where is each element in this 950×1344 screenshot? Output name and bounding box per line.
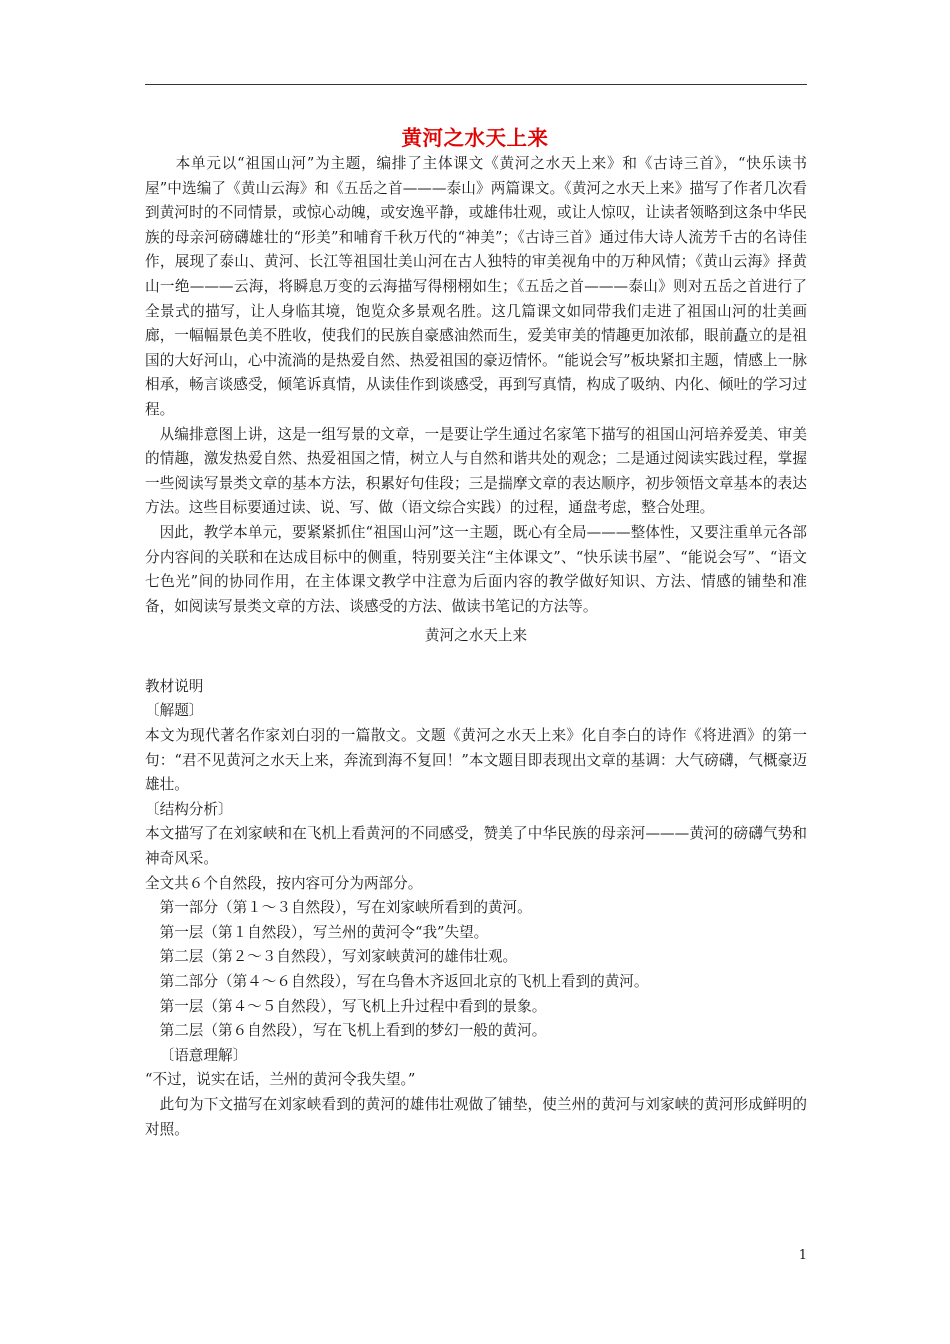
page-number: 1 (798, 1248, 807, 1263)
page-title: 黄河之水天上来 (401, 126, 549, 150)
outline-item: 第二层（第２～３自然段），写刘家峡黄河的雄伟壮观。 (159, 948, 518, 966)
jieti-text: 本文为现代著名作家刘白羽的一篇散文。文题《黄河之水天上来》化自李白的诗作《将进酒》的第一句：“君不见黄河之水天上来，奔流到海不复回！”本文题目即表现出文章的基调：大气磅礴，气概豪迈雄壮。 (145, 727, 807, 794)
intro-paragraph-3: 因此，教学本单元，要紧紧抓住“祖国山河”这一主题，既心有全局———整体性，又要注重单元各部分内容间的关联和在达成目标中的侧重，特别要关注“主体课文”、“快乐读书屋”、“能说会写”、“语文七色光”间的协同作用，在主体课文教学中注意为后面内容的教学做好知识、方法、情感的铺垫和准备，如阅读写景类文章的方法、谈感受的方法、做读书笔记的方法等。 (145, 523, 807, 615)
outline-item: 第一层（第１自然段），写兰州的黄河令“我”失望。 (159, 923, 489, 941)
outline-item: 第一层（第４～５自然段），写飞机上升过程中看到的景象。 (159, 997, 547, 1015)
structure-count: 全文共６个自然段，按内容可分为两部分。 (145, 874, 423, 892)
yuyi-label: 〔语意理解〕 (159, 1046, 248, 1064)
outline-item: 第一部分（第１～３自然段），写在刘家峡所看到的黄河。 (159, 899, 532, 917)
quote-text: “不过，说实在话，兰州的黄河令我失望。” (145, 1071, 416, 1089)
structure-text: 本文描写了在刘家峡和在飞机上看黄河的不同感受，赞美了中华民族的母亲河———黄河的磅礴气势和神奇风采。 (145, 825, 807, 868)
material-heading: 教材说明 (145, 677, 204, 695)
header-rule (145, 84, 807, 85)
document-body (145, 152, 807, 1142)
outline-item: 第二部分（第４～６自然段），写在乌鲁木齐返回北京的飞机上看到的黄河。 (159, 973, 649, 990)
structure-label: 〔结构分析〕 (145, 800, 233, 818)
intro-paragraph-2: 从编排意图上讲，这是一组写景的文章，一是要让学生通过名家笔下描写的祖国山河培养爱美、审美的情趣，激发热爱自然、热爱祖国之情，树立人与自然和谐共处的观念；二是通过阅读实践过程，掌握一些阅读写景类文章的基本方法，积累好句佳段；三是揣摩文章的表达顺序，初步领悟文章基本的表达方法。这些目标要通过读、说、写、做（语文综合实践）的过程，通盘考虑，整合处理。 (145, 425, 807, 517)
outline-item: 第二层（第６自然段），写在飞机上看到的梦幻一般的黄河。 (159, 1022, 547, 1040)
jieti-label: 〔解题〕 (145, 702, 204, 720)
intro-paragraph-1: 本单元以“祖国山河”为主题，编排了主体课文《黄河之水天上来》和《古诗三首》，“快乐读书屋”中选编了《黄山云海》和《五岳之首———泰山》两篇课文。《黄河之水天上来》描写了作者几次看到黄河时的不同情景，或惊心动魄，或安逸平静，或雄伟壮观，或让人惊叹，让读者领略到这条中华民族的母亲河磅礴雄壮的“形美”和哺育千秋万代的“神美”；《古诗三首》通过伟大诗人流芳千古的名诗佳作，展现了泰山、黄河、长江等祖国壮美山河在古人独特的审美视角中的万种风情；《黄山云海》择黄山一绝———云海，将瞬息万变的云海描写得栩栩如生；《五岳之首———泰山》则对五岳之首进行了全景式的描写，让人身临其境，饱览众多景观名胜。这几篇课文如同带我们走进了祖国山河的壮美画廊，一幅幅景色美不胜收，使我们的民族自豪感油然而生，爱美审美的情趣更加浓郁，眼前矗立的是祖国的大好河山，心中流淌的是热爱自然、热爱祖国的豪迈情怀。“能说会写”板块紧扣主题，情感上一脉相承，畅言谈感受，倾笔诉真情，从读佳作到谈感受，再到写真情，构成了吸纳、内化、倾吐的学习过程。 (145, 155, 807, 418)
section-subtitle: 黄河之水天上来 (424, 627, 528, 645)
quote-explanation: 此句为下文描写在刘家峡看到的黄河的雄伟壮观做了铺垫，使兰州的黄河与刘家峡的黄河形成鲜明的对照。 (145, 1095, 807, 1138)
